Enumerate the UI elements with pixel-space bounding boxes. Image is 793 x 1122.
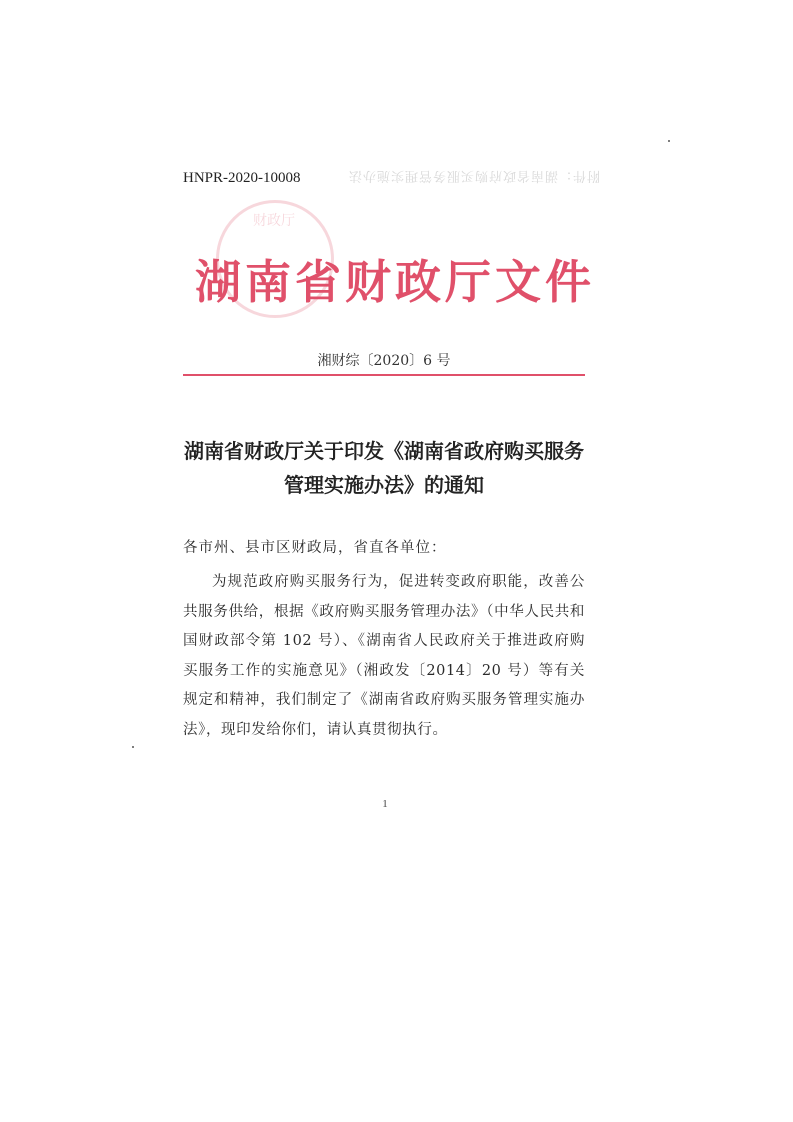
scan-speck [132, 746, 134, 748]
faint-seal-text: 财政厅 [253, 213, 295, 229]
salutation: 各市州、县市区财政局，省直各单位： [183, 540, 447, 556]
red-divider-line [183, 374, 585, 376]
document-masthead: 湖南省财政厅文件 [195, 255, 595, 309]
scan-speck [668, 140, 670, 142]
title-line-2: 管理实施办法》的通知 [284, 473, 484, 497]
document-number: 湘财综〔2020〕6 号 [317, 353, 451, 369]
title-line-1: 湖南省财政厅关于印发《湖南省政府购买服务 [184, 439, 584, 463]
page-number: 1 [382, 798, 388, 810]
bleed-through-text: 附件：湖南省政府购买服务管理实施办法 [347, 168, 600, 183]
body-paragraph: 为规范政府购买服务行为，促进转变政府职能，改善公共服务供给，根据《政府购买服务管理办法》（中华人民共和国财政部令第 102 号）、《湖南省人民政府关于推进政府购买服务工作的实施意见》（湘政发〔2014〕20 号）等有关规定和精神，我们制定了《湖南省政府购买服务管理实施办法》，现印发给你们，请认真贯彻执行。 [183, 574, 585, 738]
document-code: HNPR-2020-10008 [183, 170, 301, 186]
document-title [183, 434, 585, 502]
